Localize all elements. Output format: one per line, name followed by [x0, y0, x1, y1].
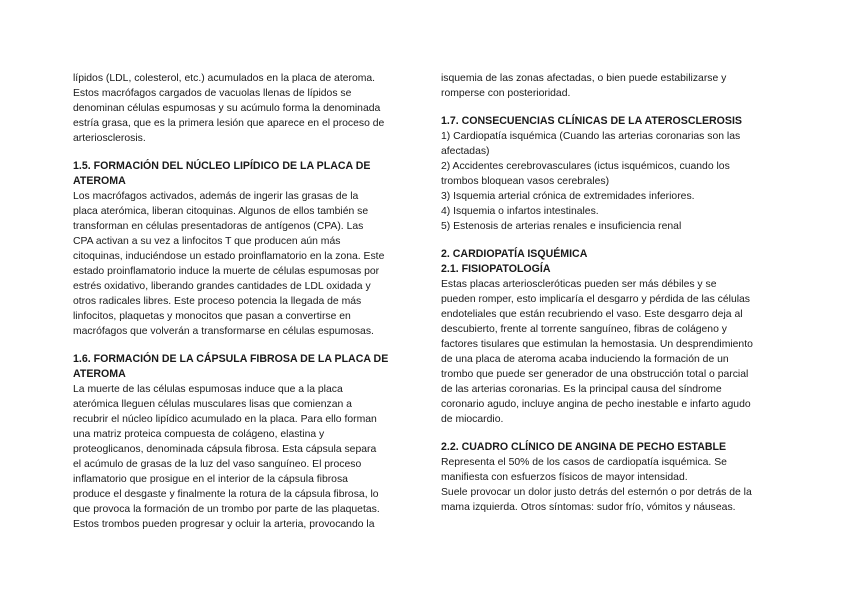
text-line: trombo que puede ser generador de una obstrucción total o parcial	[441, 369, 749, 380]
list-item: trombos bloquean vasos cerebrales)	[441, 176, 610, 187]
text-line: descubierto, frente al torrente sanguíneo, fibras de colágeno y	[441, 324, 727, 335]
text-line: el acúmulo de grasas de la luz del vaso sanguíneo. El proceso	[73, 459, 362, 470]
text-line: Estos trombos pueden progresar y ocluir la arteria, provocando la	[73, 519, 375, 530]
text-line: de miocardio.	[441, 414, 504, 425]
section-heading-2-2: 2.2. CUADRO CLÍNICO DE ANGINA DE PECHO ESTABLE	[441, 441, 727, 453]
text-line: una matriz proteica compuesta de colágeno, elastina y	[73, 429, 325, 440]
text-line: macrófagos que volverán a transformarse en células espumosas.	[73, 326, 374, 337]
list-item: afectadas)	[441, 146, 490, 157]
text-line: proteoglicanos, denominada cápsula fibrosa. Esta cápsula separa	[73, 444, 377, 455]
section-body-1-5	[73, 189, 408, 339]
section-heading-1-5: 1.5. FORMACIÓN DEL NÚCLEO LIPÍDICO DE LA PLACA DE ATEROMA	[73, 160, 371, 187]
text-line: aterómica lleguen células musculares lisas que comienzan a	[73, 399, 352, 410]
text-line: de las arterias coronarias. Es la principal causa del síndrome	[441, 384, 722, 395]
text-line: Representa el 50% de los casos de cardiopatía isquémica. Se	[441, 457, 727, 468]
section-heading-2: 2. CARDIOPATÍA ISQUÉMICA 2.1. FISIOPATOLOGÍA	[441, 248, 588, 275]
text-line: estado proinflamatorio induce la muerte de células espumosas por	[73, 266, 380, 277]
section-body-2-2	[441, 455, 779, 515]
text-line: inflamatorio que prosigue en el interior de la cápsula fibrosa	[73, 474, 348, 485]
text-line: que provoca la formación de un trombo por parte de las plaquetas.	[73, 504, 380, 515]
section-body-2-1	[441, 277, 779, 427]
text-line: Estos macrófagos cargados de vacuolas llenas de lípidos se	[73, 88, 352, 99]
text-line: Estas placas arterioscleróticas pueden ser más débiles y se	[441, 279, 717, 290]
text-line: factores tisulares que estimulan la hemostasia. Un desprendimiento	[441, 339, 753, 350]
list-item: 5) Estenosis de arterias renales e insuficiencia renal	[441, 221, 682, 232]
text-line: otros radicales libres. Este proceso potencia la llegada de más	[73, 296, 362, 307]
intro-paragraph	[73, 71, 408, 146]
text-line: La muerte de las células espumosas induce que a la placa	[73, 384, 343, 395]
text-line: de una placa de ateroma acaba induciendo la formación de un	[441, 354, 729, 365]
text-line: lípidos (LDL, colesterol, etc.) acumulados en la placa de ateroma.	[73, 73, 376, 84]
text-line: coronario agudo, incluye angina de pecho inestable e infarto agudo	[441, 399, 751, 410]
section-heading-1-6: 1.6. FORMACIÓN DE LA CÁPSULA FIBROSA DE LA PLACA DE ATEROMA	[73, 353, 389, 380]
text-line: pueden romper, esto implicaría el desgarro y pérdida de las células	[441, 294, 751, 305]
list-item: 4) Isquemia o infartos intestinales.	[441, 206, 599, 217]
text-line: linfocitos, plaquetas y monocitos que pasan a convertirse en	[73, 311, 351, 322]
list-item: 2) Accidentes cerebrovasculares (ictus isquémicos, cuando los	[441, 161, 730, 172]
text-line: manifiesta con esfuerzos físicos de mayor intensidad.	[441, 472, 688, 483]
text-line: transforman en células presentadoras de antígenos (CPA). Las	[73, 221, 364, 232]
text-line: CPA activan a su vez a linfocitos T que producen aún más	[73, 236, 341, 247]
text-line: recubrir el núcleo lipídico acumulado en la placa. Para ello forman	[73, 414, 377, 425]
section-heading-1-7: 1.7. CONSECUENCIAS CLÍNICAS DE LA ATEROSCLEROSIS	[441, 115, 742, 127]
text-line: romperse con posterioridad.	[441, 88, 571, 99]
text-line: isquemia de las zonas afectadas, o bien puede estabilizarse y	[441, 73, 727, 84]
text-line: Los macrófagos activados, además de ingerir las grasas de la	[73, 191, 359, 202]
text-line: estría grasa, que es la primera lesión que aparece en el proceso de	[73, 118, 385, 129]
text-line: citoquinas, induciéndose un estado proinflamatorio en la zona. Este	[73, 251, 385, 262]
text-line: estrés oxidativo, liberando grandes cantidades de LDL oxidada y	[73, 281, 371, 292]
consequences-list	[441, 129, 779, 234]
continued-paragraph	[441, 71, 779, 101]
text-line: mama izquierda. Otros síntomas: sudor frío, vómitos y náuseas.	[441, 502, 736, 513]
text-line: Suele provocar un dolor justo detrás del esternón o por detrás de la	[441, 487, 752, 498]
text-line: endoteliales que están recubriendo el vaso. Este desgarro deja al	[441, 309, 743, 320]
text-line: arteriosclerosis.	[73, 133, 146, 144]
list-item: 3) Isquemia arterial crónica de extremidades inferiores.	[441, 191, 695, 202]
section-body-1-6	[73, 382, 408, 532]
left-column	[73, 71, 408, 532]
right-column	[441, 71, 779, 515]
text-line: placa aterómica, liberan citoquinas. Algunos de ellos también se	[73, 206, 369, 217]
text-line: produce el desgaste y finalmente la rotura de la cápsula fibrosa, lo	[73, 489, 379, 500]
list-item: 1) Cardiopatía isquémica (Cuando las arterias coronarias son las	[441, 131, 741, 142]
text-line: denominan células espumosas y su acúmulo forma la denominada	[73, 103, 381, 114]
